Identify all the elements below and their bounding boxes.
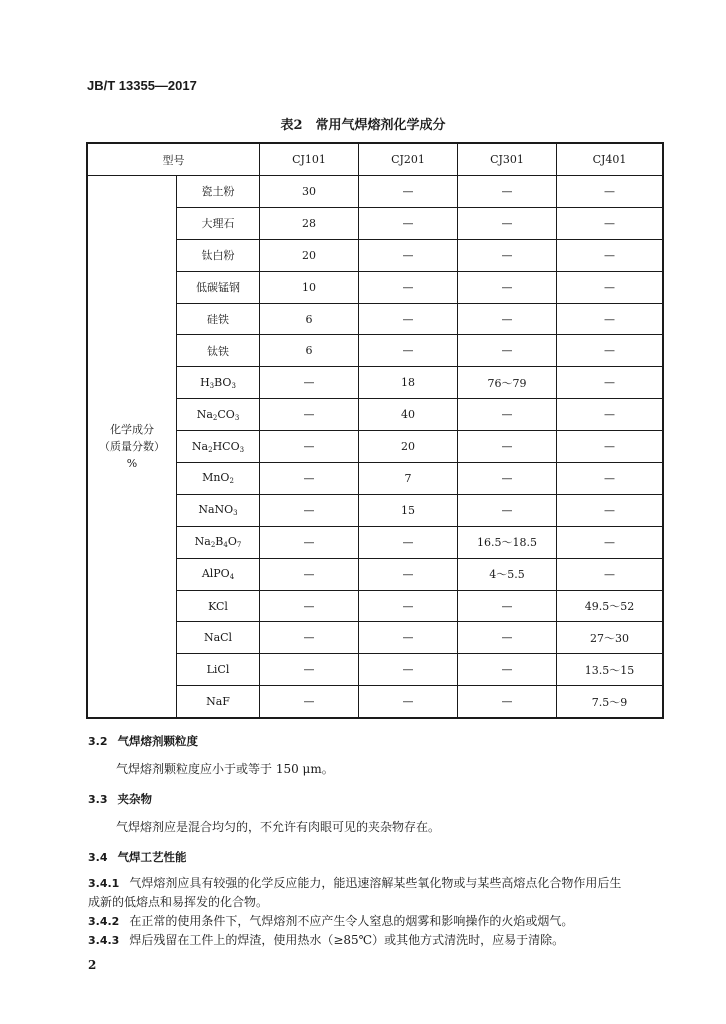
table-cell: — [458, 335, 557, 367]
table-cell: — [359, 303, 458, 335]
table-cell: — [458, 494, 557, 526]
component-name: NaCl [177, 622, 260, 654]
component-name [177, 431, 260, 463]
table-cell: 13.5～15 [557, 654, 664, 686]
section-3-4-heading: 3.4 气焊工艺性能 [88, 850, 187, 864]
table-cell: — [458, 686, 557, 718]
column-header: CJ101 [260, 143, 359, 176]
table-cell: — [458, 271, 557, 303]
table-cell: — [260, 367, 359, 399]
formula-subscript: 3 [234, 413, 240, 422]
formula-subscript: 2 [212, 413, 218, 422]
table-cell: — [557, 271, 664, 303]
component-name: 瓷土粉 [177, 176, 260, 208]
table-cell: — [458, 431, 557, 463]
formula-subscript: 3 [209, 381, 215, 390]
table-cell: 15 [359, 494, 458, 526]
table-cell: — [557, 431, 664, 463]
table-cell: — [557, 367, 664, 399]
section-3-3-heading: 3.3 夹杂物 [88, 792, 152, 806]
component-name: LiCl [177, 654, 260, 686]
table-cell: 27～30 [557, 622, 664, 654]
formula-part: CO [217, 407, 235, 421]
table-cell: — [260, 686, 359, 718]
component-name [177, 399, 260, 431]
component-name: 大理石 [177, 207, 260, 239]
table-cell: — [458, 590, 557, 622]
table-cell: — [359, 207, 458, 239]
table-cell: — [359, 558, 458, 590]
table-cell: — [359, 335, 458, 367]
table-cell: — [359, 654, 458, 686]
table-cell: — [557, 176, 664, 208]
table-cell: — [458, 399, 557, 431]
formula-subscript: 4 [223, 541, 228, 550]
table-cell: — [557, 526, 664, 558]
table-cell: — [458, 176, 557, 208]
table-cell: — [359, 271, 458, 303]
table-cell: — [557, 303, 664, 335]
document-id: JB/T 13355—2017 [87, 78, 197, 93]
category-line: （质量分数） [99, 440, 165, 454]
table-row [87, 176, 663, 208]
table-cell: — [458, 463, 557, 495]
table-cell: — [359, 526, 458, 558]
table-cell: — [260, 526, 359, 558]
section-3-4-1: 3.4.1 气焊熔剂应具有较强的化学反应能力，能迅速溶解某些氧化物或与某些高熔点化合物作用后生 成新的低熔点和易挥发的化合物。 [88, 876, 622, 909]
component-name [177, 526, 260, 558]
component-name: NaF [177, 686, 260, 718]
formula-part: HCO [212, 439, 240, 453]
table-cell: — [557, 463, 664, 495]
table-cell: — [557, 399, 664, 431]
formula-subscript: 3 [233, 509, 238, 518]
formula-part: Na [196, 407, 213, 421]
table-cell: — [458, 207, 557, 239]
table-cell: — [359, 622, 458, 654]
table-cell: — [260, 399, 359, 431]
section-3-2-body: 气焊熔剂颗粒度应小于或等于 150 μm。 [116, 762, 334, 776]
table-cell: 7 [359, 463, 458, 495]
table-cell: — [557, 494, 664, 526]
category-line: 化学成分 [110, 423, 154, 437]
table-cell: — [260, 590, 359, 622]
formula-subscript: 3 [231, 381, 236, 390]
formula-subscript: 2 [210, 541, 216, 550]
section-3-2-heading: 3.2 气焊熔剂颗粒度 [88, 734, 198, 748]
table-header-row [87, 143, 663, 176]
table-cell: 20 [359, 431, 458, 463]
table-cell: — [260, 494, 359, 526]
table-cell: — [359, 686, 458, 718]
table-cell: — [359, 176, 458, 208]
component-name [177, 367, 260, 399]
table-cell: 6 [260, 303, 359, 335]
formula-part: Na [191, 439, 209, 453]
formula-part: B [215, 535, 224, 549]
section-3-4-3: 3.4.3 焊后残留在工件上的焊渣，使用热水（≥85℃）或其他方式清洗时，应易于清除。 [88, 933, 565, 947]
table-cell: — [557, 239, 664, 271]
formula-part: BO [214, 375, 232, 389]
table-cell: 49.5～52 [557, 590, 664, 622]
table-cell: — [557, 335, 664, 367]
table-cell: 20 [260, 239, 359, 271]
formula-subscript: 4 [229, 573, 235, 582]
table-cell: — [359, 239, 458, 271]
component-name: KCl [177, 590, 260, 622]
formula-subscript: 3 [239, 445, 245, 454]
column-header: CJ301 [458, 143, 557, 176]
component-name [177, 558, 260, 590]
table-cell: — [260, 463, 359, 495]
section-3-4-2: 3.4.2 在正常的使用条件下，气焊熔剂不应产生令人窒息的烟雾和影响操作的火焰或烟气。 [88, 914, 574, 928]
table-cell: — [359, 590, 458, 622]
table-cell: — [260, 431, 359, 463]
table-cell: 7.5～9 [557, 686, 664, 718]
table-cell: 18 [359, 367, 458, 399]
table-cell: — [557, 207, 664, 239]
table-cell: — [260, 654, 359, 686]
component-name [177, 494, 260, 526]
table-cell: 28 [260, 207, 359, 239]
category-line: % [126, 457, 138, 471]
table-cell: 10 [260, 271, 359, 303]
section-3-3-body: 气焊熔剂应是混合均匀的，不允许有肉眼可见的夹杂物存在。 [116, 820, 441, 834]
formula-part: AlPO [201, 567, 230, 581]
table-cell: — [458, 622, 557, 654]
model-header: 型号 [87, 143, 260, 176]
composition-table [86, 142, 664, 719]
table-cell: 6 [260, 335, 359, 367]
table-cell: — [458, 654, 557, 686]
category-cell [87, 176, 177, 719]
table-cell: — [260, 558, 359, 590]
formula-subscript: 2 [208, 445, 213, 454]
formula-subscript: 2 [229, 477, 234, 486]
page-number: 2 [88, 958, 97, 972]
table-cell: 76～79 [458, 367, 557, 399]
component-name: 钛铁 [177, 335, 260, 367]
component-name [177, 463, 260, 495]
table-cell: — [458, 239, 557, 271]
formula-part: O [227, 535, 237, 549]
component-name: 钛白粉 [177, 239, 260, 271]
table-cell: 30 [260, 176, 359, 208]
table-cell: — [458, 303, 557, 335]
table-cell: 40 [359, 399, 458, 431]
formula-part: Na [194, 535, 211, 549]
formula-part: H [200, 375, 210, 389]
formula-part: MnO [202, 471, 230, 485]
table-caption: 表2 常用气焊熔剂化学成分 [280, 118, 446, 133]
formula-subscript: 7 [236, 541, 242, 550]
table-cell: 4～5.5 [458, 558, 557, 590]
column-header: CJ201 [359, 143, 458, 176]
component-name: 低碳锰钢 [177, 271, 260, 303]
table-cell: — [557, 558, 664, 590]
formula-part: NaNO [198, 503, 234, 517]
column-header: CJ401 [557, 143, 664, 176]
table-cell: — [260, 622, 359, 654]
table-cell: 16.5～18.5 [458, 526, 557, 558]
component-name: 硅铁 [177, 303, 260, 335]
